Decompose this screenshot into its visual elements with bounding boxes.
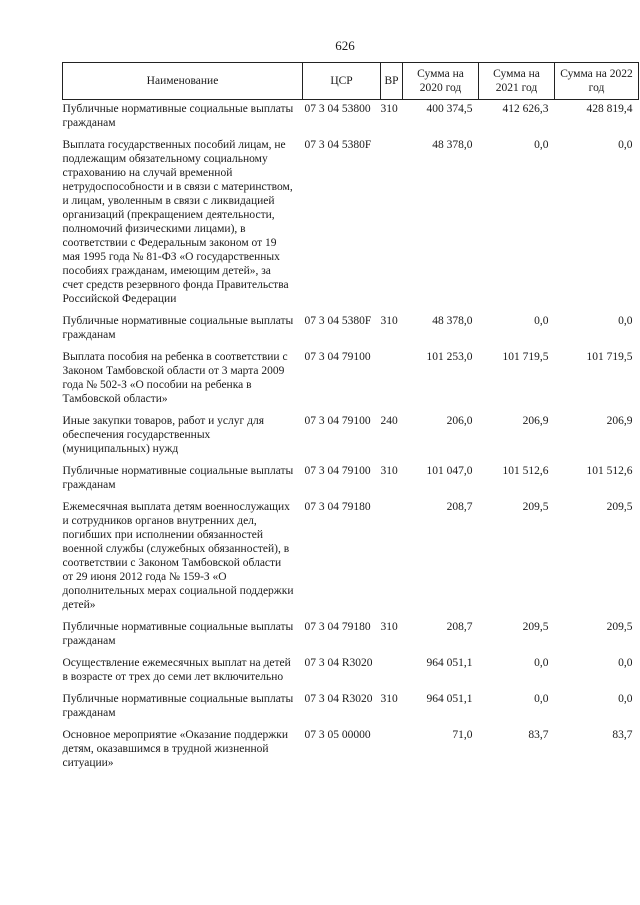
row-name: Публичные нормативные социальные выплаты гражданам	[62, 103, 294, 129]
row-csr: 07 3 04 5380F	[304, 139, 372, 151]
row-sum-2021: 101 719,5	[502, 351, 549, 363]
row-sum-2020: 101 253,0	[426, 351, 473, 363]
row-csr: 07 3 05 00000	[304, 729, 371, 741]
row-name: Публичные нормативные социальные выплаты гражданам	[62, 465, 294, 491]
row-sum-2021: 209,5	[522, 501, 549, 513]
header-name: Наименование	[63, 63, 303, 100]
row-name: Иные закупки товаров, работ и услуг для обеспечения государственных (муниципальных) нужд	[62, 415, 264, 455]
row-csr: 07 3 04 53800	[304, 103, 371, 115]
row-vr: 310	[380, 103, 398, 115]
row-sum-2022: 428 819,4	[586, 103, 633, 115]
row-name: Публичные нормативные социальные выплаты гражданам	[62, 621, 294, 647]
row-sum-2022: 83,7	[612, 729, 633, 741]
row-sum-2022: 0,0	[618, 139, 633, 151]
header-vr: ВР	[381, 63, 403, 100]
row-vr	[381, 138, 403, 314]
row-csr: 07 3 04 79100	[304, 465, 371, 477]
row-vr	[381, 350, 403, 414]
table-row	[63, 350, 639, 414]
row-csr: 07 3 04 R3020	[304, 693, 373, 705]
row-name: Выплата государственных пособий лицам, не подлежащим обязательному социальному страхованию на случай временной нетрудоспособности и в связи с материнством, и лицам, уволенным в связи с ликвидацией организаций (прекращением деятельности, полномочий физическими лицами), в соответствии с Федеральным законом от 19 мая 1995 года № 81-ФЗ «О государственных пособиях гражданам, имеющим детей», за счет средств резервного фонда Правительства Российской Федерации	[62, 139, 293, 305]
budget-table	[62, 62, 639, 778]
header-sum-2021: Сумма на 2021 год	[479, 63, 555, 100]
table-body	[63, 100, 639, 779]
page-number: 626	[335, 38, 355, 53]
row-sum-2020: 101 047,0	[426, 465, 473, 477]
row-name: Ежемесячная выплата детям военнослужащих и сотрудников органов внутренних дел, погибших при исполнении обязанностей военной службы (служебных обязанностей), в соответствии с Законом Тамбовской области от 29 июня 2012 года № 159-З «О дополнительных мерах социальной поддержки детей»	[62, 501, 294, 611]
row-sum-2020: 206,0	[446, 415, 473, 427]
row-sum-2022: 0,0	[618, 693, 633, 705]
row-sum-2020: 964 051,1	[426, 693, 473, 705]
row-sum-2021: 0,0	[534, 693, 549, 705]
row-csr: 07 3 04 79180	[304, 621, 371, 633]
header-csr: ЦСР	[303, 63, 381, 100]
table-row	[63, 100, 639, 139]
row-sum-2021: 0,0	[534, 315, 549, 327]
row-sum-2021: 0,0	[534, 657, 549, 669]
row-name: Осуществление ежемесячных выплат на детей в возрасте от трех до семи лет включительно	[62, 657, 291, 683]
row-sum-2020: 964 051,1	[426, 657, 473, 669]
row-sum-2020: 208,7	[446, 501, 473, 513]
row-name: Публичные нормативные социальные выплаты гражданам	[62, 315, 294, 341]
row-sum-2020: 400 374,5	[426, 103, 473, 115]
row-csr: 07 3 04 79100	[304, 351, 371, 363]
header-sum-2020: Сумма на 2020 год	[403, 63, 479, 100]
row-csr: 07 3 04 R3020	[304, 657, 373, 669]
row-sum-2022: 101 512,6	[586, 465, 633, 477]
table-row	[63, 314, 639, 350]
row-csr: 07 3 04 79180	[304, 501, 371, 513]
row-csr: 07 3 04 5380F	[304, 315, 372, 327]
row-sum-2020: 48 378,0	[432, 315, 473, 327]
row-sum-2021: 0,0	[534, 139, 549, 151]
table-row	[63, 728, 639, 778]
table-row	[63, 692, 639, 728]
table-row	[63, 656, 639, 692]
row-vr: 310	[380, 693, 398, 705]
row-vr	[381, 500, 403, 620]
row-sum-2021: 83,7	[528, 729, 549, 741]
row-vr	[381, 656, 403, 692]
row-sum-2022: 0,0	[618, 315, 633, 327]
table-row	[63, 414, 639, 464]
header-sum-2022: Сумма на 2022 год	[555, 63, 639, 100]
table-row	[63, 464, 639, 500]
row-sum-2020: 48 378,0	[432, 139, 473, 151]
row-sum-2021: 412 626,3	[502, 103, 549, 115]
table-row	[63, 500, 639, 620]
row-name: Основное мероприятие «Оказание поддержки детям, оказавшимся в трудной жизненной ситуации»	[62, 729, 288, 769]
row-vr: 310	[380, 315, 398, 327]
row-sum-2021: 101 512,6	[502, 465, 549, 477]
row-sum-2022: 0,0	[618, 657, 633, 669]
row-vr: 240	[380, 415, 398, 427]
row-sum-2021: 209,5	[522, 621, 549, 633]
row-sum-2021: 206,9	[522, 415, 549, 427]
table-header	[63, 63, 639, 100]
row-sum-2022: 101 719,5	[586, 351, 633, 363]
row-name: Публичные нормативные социальные выплаты гражданам	[62, 693, 294, 719]
row-csr: 07 3 04 79100	[304, 415, 371, 427]
table-row	[63, 138, 639, 314]
row-sum-2022: 206,9	[606, 415, 633, 427]
row-vr: 310	[380, 465, 398, 477]
row-sum-2022: 209,5	[606, 621, 633, 633]
row-sum-2022: 209,5	[606, 501, 633, 513]
row-name: Выплата пособия на ребенка в соответствии с Законом Тамбовской области от 3 марта 2009 года № 502-З «О пособии на ребенка в Тамбовской области»	[62, 351, 288, 405]
row-vr	[381, 728, 403, 778]
table-row	[63, 620, 639, 656]
row-sum-2020: 71,0	[452, 729, 473, 741]
row-vr: 310	[380, 621, 398, 633]
row-sum-2020: 208,7	[446, 621, 473, 633]
